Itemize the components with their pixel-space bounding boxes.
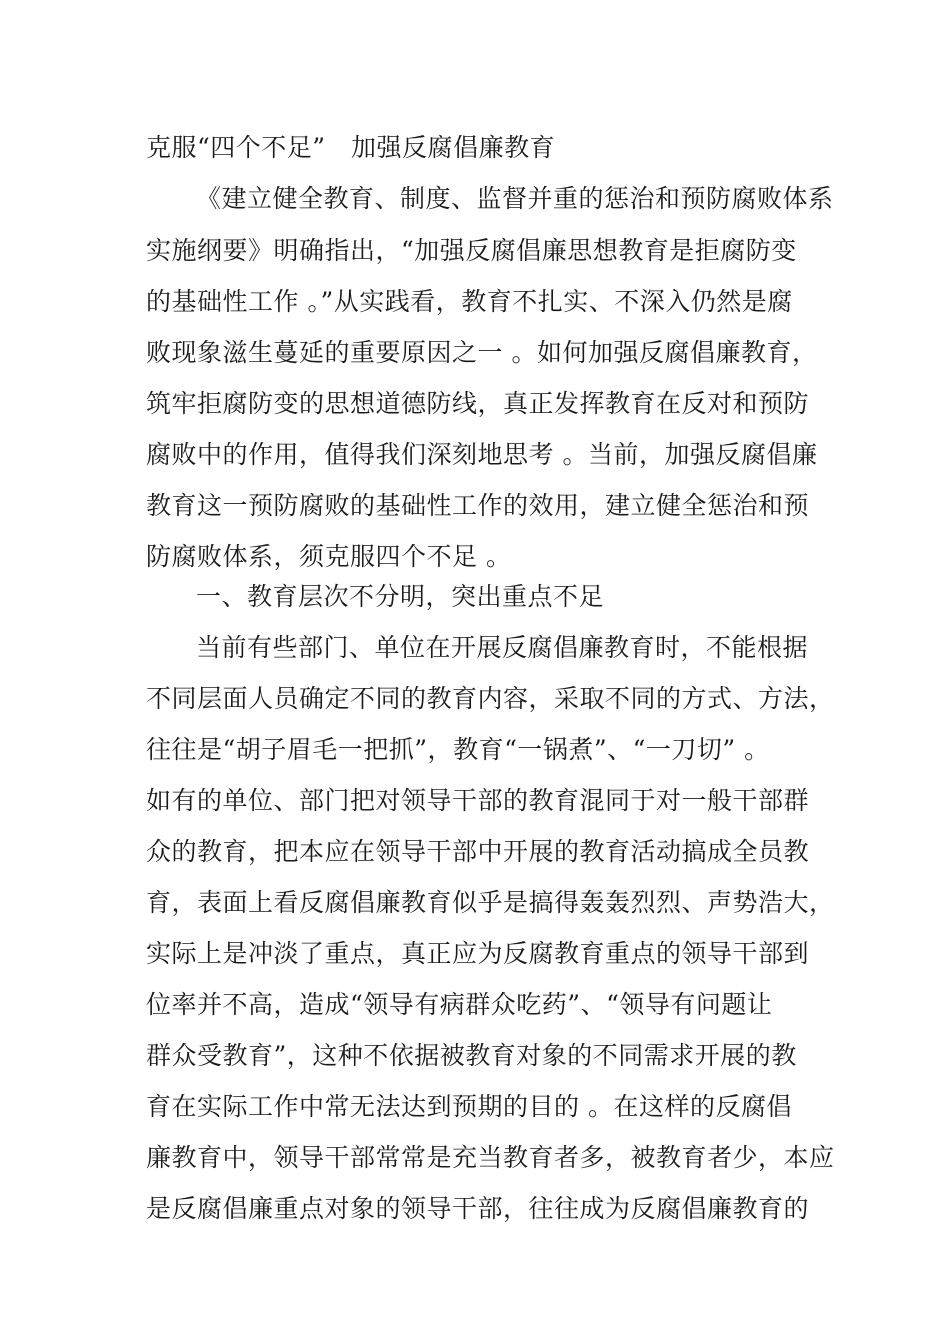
paragraph-line: 教育这一预防腐败的基础性工作的效用，建立健全惩治和预 bbox=[146, 491, 810, 520]
document-title: 克服“四个不足” 加强反腐倡廉教育 bbox=[146, 133, 556, 162]
paragraph-line: 育，表面上看反腐倡廉教育似乎是搞得轰轰烈烈、声势浩大， bbox=[146, 888, 835, 917]
paragraph-line: 实施纲要》明确指出，“加强反腐倡廉思想教育是拒腐防变 bbox=[146, 236, 797, 265]
paragraph-line: 筑牢拒腐防变的思想道德防线，真正发挥教育在反对和预防 bbox=[146, 389, 810, 418]
paragraph-line: 如有的单位、部门把对领导干部的教育混同于对一般干部群 bbox=[146, 786, 810, 815]
paragraph-line: 败现象滋生蔓延的重要原因之一 。如何加强反腐倡廉教育， bbox=[146, 338, 818, 367]
paragraph-line: 《建立健全教育、制度、监督并重的惩治和预防腐败体系 bbox=[196, 184, 834, 213]
paragraph-line: 是反腐倡廉重点对象的领导干部，往往成为反腐倡廉教育的 bbox=[146, 1194, 810, 1223]
paragraph-line: 廉教育中，领导干部常常是充当教育者多，被教育者少，本应 bbox=[146, 1143, 835, 1172]
paragraph-line: 众的教育，把本应在领导干部中开展的教育活动搞成全员教 bbox=[146, 837, 810, 866]
paragraph-line: 育在实际工作中常无法达到预期的目的 。在这样的反腐倡 bbox=[146, 1092, 792, 1121]
paragraph-line: 不同层面人员确定不同的教育内容，采取不同的方式、方法， bbox=[146, 684, 835, 713]
section-heading: 一、教育层次不分明，突出重点不足 bbox=[196, 582, 605, 611]
paragraph-line: 腐败中的作用，值得我们深刻地思考 。当前，加强反腐倡廉 bbox=[146, 440, 818, 469]
paragraph-line: 当前有些部门、单位在开展反腐倡廉教育时，不能根据 bbox=[196, 633, 809, 662]
paragraph-line: 实际上是冲淡了重点，真正应为反腐教育重点的领导干部到 bbox=[146, 939, 810, 968]
paragraph-line: 位率并不高，造成“领导有病群众吃药”、“领导有问题让 bbox=[146, 990, 773, 1019]
paragraph-line: 往往是“胡子眉毛一把抓”，教育“一锅煮”、“一刀切” 。 bbox=[146, 735, 770, 764]
paragraph-line: 的基础性工作 。”从实践看，教育不扎实、不深入仍然是腐 bbox=[146, 287, 793, 316]
paragraph-line: 防腐败体系，须克服四个不足 。 bbox=[146, 542, 512, 571]
paragraph-line: 群众受教育”，这种不依据被教育对象的不同需求开展的教 bbox=[146, 1041, 797, 1070]
